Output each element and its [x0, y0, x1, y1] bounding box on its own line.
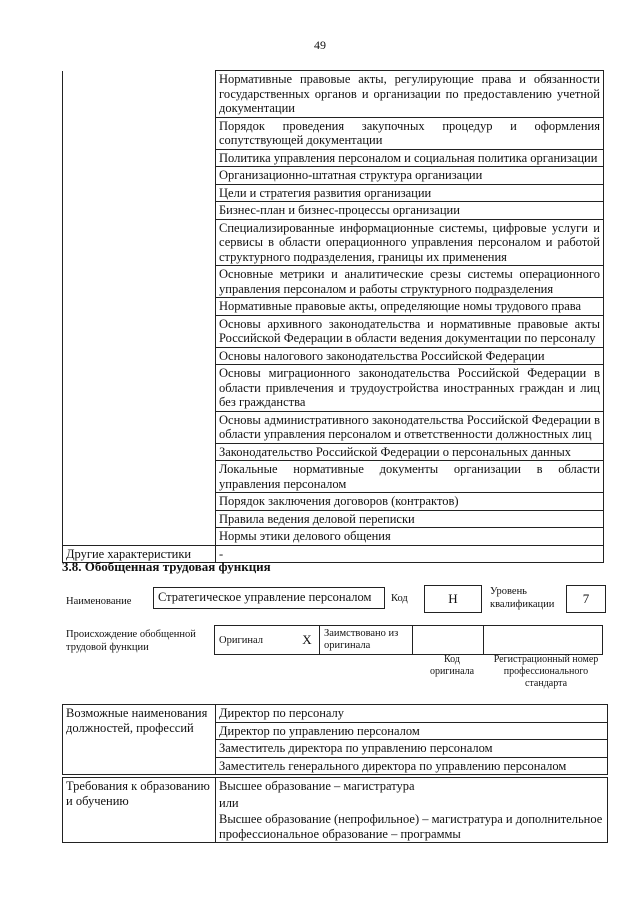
- knowledge-left-cell: [63, 411, 216, 443]
- knowledge-left-cell: [63, 528, 216, 546]
- positions-item: Заместитель генерального директора по управлению персоналом: [216, 757, 608, 775]
- other-characteristics-value: -: [216, 545, 604, 563]
- section-title: 3.8. Обобщенная трудовая функция: [62, 559, 271, 574]
- education-row: [63, 778, 608, 795]
- knowledge-row: [63, 149, 604, 167]
- knowledge-left-cell: [63, 219, 216, 266]
- knowledge-item: Локальные нормативные документы организации в области управления персоналом: [216, 461, 604, 493]
- knowledge-row: [63, 365, 604, 412]
- knowledge-left-cell: [63, 365, 216, 412]
- knowledge-item: Основные метрики и аналитические срезы системы операционного управления персоналом и работы структурного подразделения: [216, 266, 604, 298]
- knowledge-item: Нормативные правовые акты, определяющие номы трудового права: [216, 298, 604, 316]
- knowledge-row: [63, 315, 604, 347]
- origin-table: [214, 625, 603, 655]
- knowledge-row: [63, 510, 604, 528]
- level-label: Уровень квалификации: [490, 586, 555, 610]
- knowledge-left-cell: [63, 184, 216, 202]
- knowledge-left-cell: [63, 443, 216, 461]
- page-number: 49: [314, 38, 326, 52]
- registration-caption: Регистрационный номер профессионального стандарта: [493, 654, 599, 689]
- knowledge-item: Цели и стратегия развития организации: [216, 184, 604, 202]
- knowledge-row: [63, 461, 604, 493]
- knowledge-row: [63, 167, 604, 185]
- position-row: [63, 705, 608, 723]
- original-mark: X: [295, 626, 320, 655]
- knowledge-left-cell: [63, 149, 216, 167]
- knowledge-row: [63, 184, 604, 202]
- knowledge-row: [63, 443, 604, 461]
- education-item: или: [216, 795, 608, 812]
- knowledge-item: Организационно-штатная структура организации: [216, 167, 604, 185]
- knowledge-left-cell: [63, 315, 216, 347]
- knowledge-left-cell: [63, 510, 216, 528]
- knowledge-left-cell: [63, 266, 216, 298]
- knowledge-item: Нормы этики делового общения: [216, 528, 604, 546]
- code-caption: Код оригинала: [429, 654, 475, 677]
- knowledge-row: [63, 347, 604, 365]
- knowledge-left-cell: [63, 117, 216, 149]
- origin-label: Происхождение обобщенной трудовой функции: [66, 629, 196, 653]
- knowledge-row: [63, 117, 604, 149]
- knowledge-item: Основы миграционного законодательства Российской Федерации в области привлечения и трудоустройства иностранных граждан и лиц без гражданства: [216, 365, 604, 412]
- knowledge-item: Правила ведения деловой переписки: [216, 510, 604, 528]
- knowledge-row: [63, 528, 604, 546]
- knowledge-item: Бизнес-план и бизнес-процессы организации: [216, 202, 604, 220]
- knowledge-item: Основы архивного законодательства и нормативные правовые акты Российской Федерации в области ведения документации по персоналу: [216, 315, 604, 347]
- knowledge-left-cell: [63, 202, 216, 220]
- education-label: Требования к образованию и обучению: [63, 778, 216, 843]
- knowledge-left-cell: [63, 71, 216, 118]
- knowledge-row: [63, 219, 604, 266]
- knowledge-left-cell: [63, 298, 216, 316]
- knowledge-row: [63, 298, 604, 316]
- positions-label: Возможные наименования должностей, профессий: [63, 705, 216, 775]
- knowledge-row: [63, 266, 604, 298]
- knowledge-item: Порядок заключения договоров (контрактов): [216, 493, 604, 511]
- positions-item: Директор по управлению персоналом: [216, 722, 608, 740]
- positions-item: Заместитель директора по управлению персоналом: [216, 740, 608, 758]
- positions-table: [62, 704, 608, 775]
- knowledge-left-cell: [63, 347, 216, 365]
- knowledge-item: Нормативные правовые акты, регулирующие права и обязанности государственных органов и организации по предоставлению учетной документации: [216, 71, 604, 118]
- knowledge-left-cell: [63, 493, 216, 511]
- knowledge-row: [63, 411, 604, 443]
- original-code-cell: [413, 626, 484, 655]
- knowledge-left-cell: [63, 461, 216, 493]
- knowledge-item: Основы административного законодательства Российской Федерации в области управления персоналом и ответственности должностных лиц: [216, 411, 604, 443]
- education-item: Высшее образование (непрофильное) – магистратура и дополнительное профессиональное образование – программы: [216, 811, 608, 843]
- knowledge-item: Порядок проведения закупочных процедур и оформления сопутствующей документации: [216, 117, 604, 149]
- code-value-box: H: [424, 585, 482, 613]
- level-value-box: 7: [566, 585, 606, 613]
- knowledge-row: [63, 493, 604, 511]
- name-value-box: Стратегическое управление персоналом: [153, 587, 385, 609]
- knowledge-item: Законодательство Российской Федерации о персональных данных: [216, 443, 604, 461]
- code-label: Код: [391, 593, 408, 604]
- knowledge-row: [63, 71, 604, 118]
- education-item: Высшее образование – магистратура: [216, 778, 608, 795]
- name-label: Наименование: [66, 596, 132, 607]
- knowledge-row: [63, 202, 604, 220]
- knowledge-item: Политика управления персоналом и социальная политика организации: [216, 149, 604, 167]
- knowledge-left-cell: [63, 167, 216, 185]
- education-table: [62, 777, 608, 843]
- knowledge-item: Специализированные информационные системы, цифровые услуги и сервисы в области операционного управления персоналом и работой структурного подразделения, границы их применения: [216, 219, 604, 266]
- other-characteristics-label: Другие характеристики: [63, 545, 216, 563]
- original-label: Оригинал: [215, 626, 296, 655]
- positions-item: Директор по персоналу: [216, 705, 608, 723]
- borrowed-label: Заимствовано из оригинала: [320, 626, 413, 655]
- knowledge-item: Основы налогового законодательства Российской Федерации: [216, 347, 604, 365]
- knowledge-table: [62, 70, 604, 563]
- registration-number-cell: [484, 626, 603, 655]
